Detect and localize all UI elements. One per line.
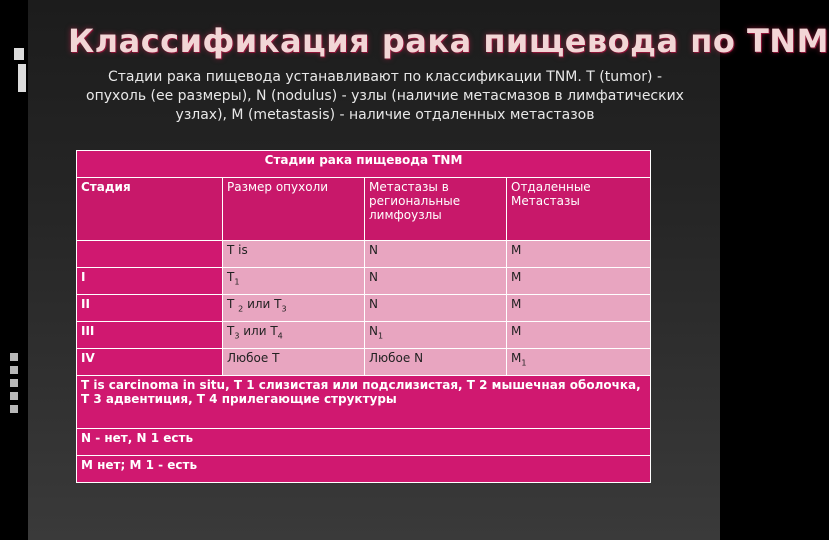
n-cell: $N_1$: [365, 322, 507, 349]
header-distant: Отдаленные Метастазы: [507, 178, 651, 241]
intro-text: [80, 68, 690, 125]
m-note: M нет; M 1 - есть: [77, 456, 651, 483]
stage-cell: IV: [77, 349, 223, 376]
n-cell: N: [365, 268, 507, 295]
intro-line: узлах), M (metastasis) - наличие отдаленных метастазов: [175, 107, 595, 123]
m-note-row: [77, 456, 651, 483]
intro-line: Стадии рака пищевода устанавливают по классификации TNM. T (tumor) -: [107, 69, 662, 85]
table-row: [77, 322, 651, 349]
n-cell: N: [365, 241, 507, 268]
stage-cell: [77, 241, 223, 268]
header-size: Размер опухоли: [223, 178, 365, 241]
t-cell: T is: [223, 241, 365, 268]
tnm-table: [76, 150, 651, 483]
decorative-squares: [10, 353, 18, 418]
table-row: [77, 349, 651, 376]
m-cell: M: [507, 322, 651, 349]
stage-cell: I: [77, 268, 223, 295]
m-cell: M: [507, 295, 651, 322]
n-note: N - нет, N 1 есть: [77, 429, 651, 456]
m-cell: M: [507, 241, 651, 268]
intro-line: опухоль (ее размеры), N (nodulus) - узлы (наличие метасмазов в лимфатических: [86, 88, 684, 104]
table-row: [77, 268, 651, 295]
t-cell: $T_3$ или $T_4$: [223, 322, 365, 349]
n-cell: Любое N: [365, 349, 507, 376]
table-header-row: [77, 178, 651, 241]
m-cell: M: [507, 268, 651, 295]
t-note: T is carcinoma in situ, T 1 слизистая или подслизистая, T 2 мышечная оболочка, T 3 адвентиция, T 4 прилегающие структуры: [77, 376, 651, 429]
m-cell: $M_1$: [507, 349, 651, 376]
table-caption: Стадии рака пищевода TNM: [77, 151, 651, 178]
table-row: [77, 241, 651, 268]
t-cell: Любое Т: [223, 349, 365, 376]
table-row: [77, 295, 651, 322]
header-stage: Стадия: [77, 178, 223, 241]
t-cell: $T_1$: [223, 268, 365, 295]
n-cell: N: [365, 295, 507, 322]
stage-cell: II: [77, 295, 223, 322]
t-cell: T $_2$ или $T_3$: [223, 295, 365, 322]
stage-cell: III: [77, 322, 223, 349]
decorative-bars: [14, 48, 28, 88]
t-note-row: [77, 376, 651, 429]
n-note-row: [77, 429, 651, 456]
header-nodes: Метастазы в региональные лимфоузлы: [365, 178, 507, 241]
page-title: Классификация рака пищевода по TNM: [68, 22, 829, 60]
